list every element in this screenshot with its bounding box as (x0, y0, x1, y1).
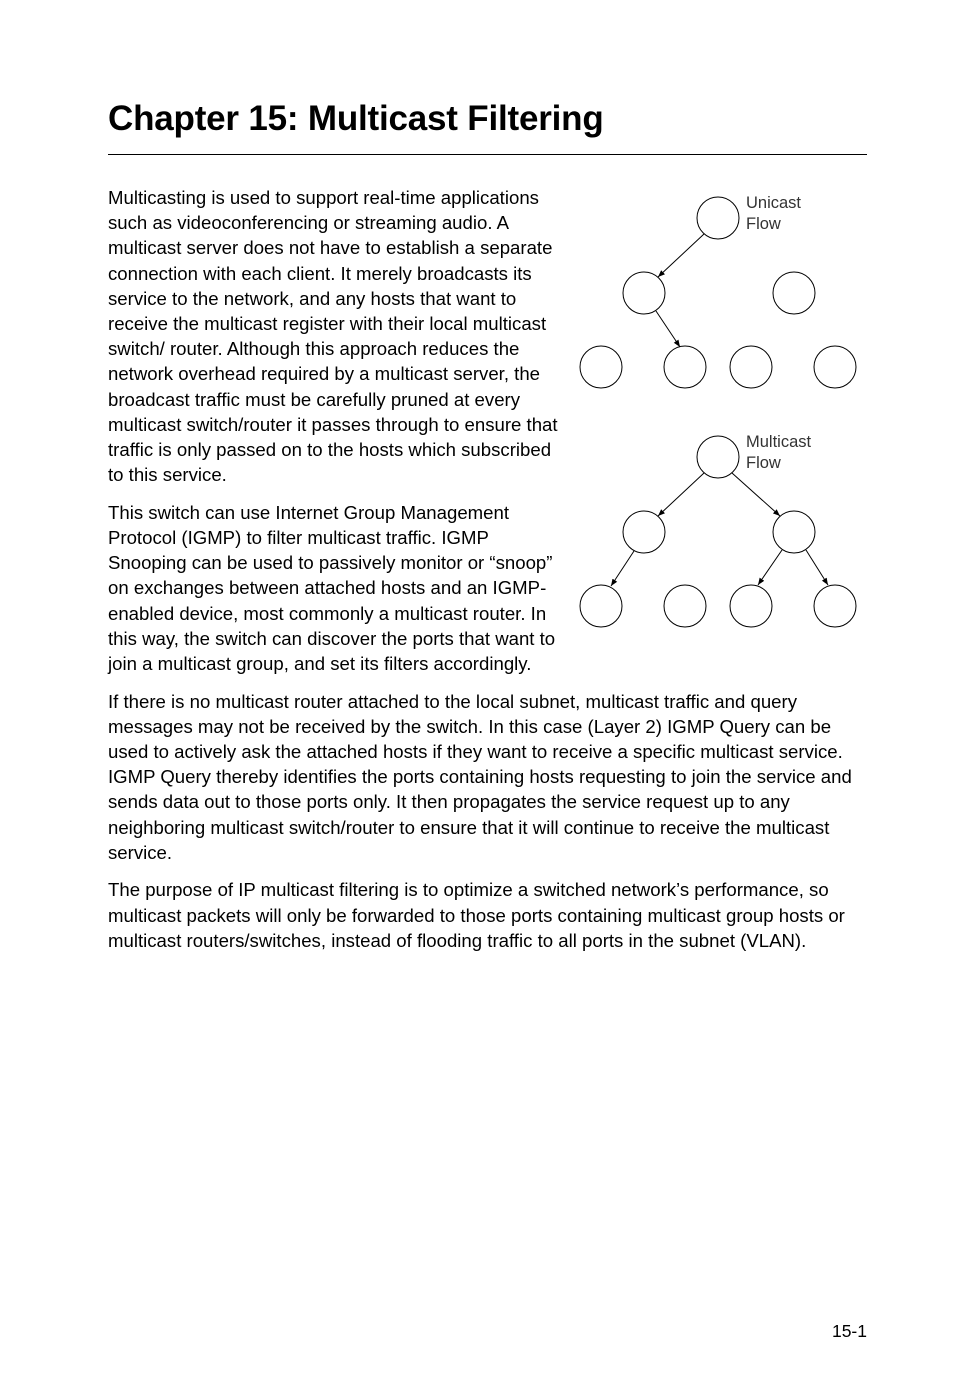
multicast-flow-label: Flow (746, 454, 781, 472)
body-paragraph: If there is no multicast router attached to the local subnet, multicast traffic and query messages may not be received by the switch. In this case (Layer 2) IGMP Query can be used to actively ask the attached hosts if they want to receive a specific multicast service. IGMP Query thereby identifies the ports containing hosts requesting to join the service and sends data out to those ports only. It then propagates the service request up to any neighboring multicast switch/router to ensure that it will continue to receive the multicast service. (108, 690, 852, 863)
unicast-flow-label: Unicast (746, 194, 802, 212)
unicast-flow-label: Flow (746, 215, 781, 233)
body-paragraph: The purpose of IP multicast filtering is to optimize a switched network’s performance, so multicast packets will only be forwarded to those ports containing multicast group hosts or multicast routers/switches, instead of flooding traffic to all ports in the subnet (VLAN). (108, 879, 845, 951)
chapter-title: Chapter 15: Multicast Filtering (108, 99, 604, 138)
body-paragraph: Multicasting is used to support real-time applications such as videoconferencing or streaming audio. A multicast server does not have to establish a separate connection with each client. It merely broadcasts its service to the network, and any hosts that want to receive the multicast register with their local multicast switch/ router. Although this approach reduces the network overhead required by a multicast server, the broadcast traffic must be carefully pruned at every multicast switch/router it passes through to ensure that traffic is only passed on to the hosts which subscribed to this service. (108, 187, 558, 486)
diagram-space (567, 185, 867, 635)
chapter-body (108, 185, 867, 965)
body-paragraph: This switch can use Internet Group Management Protocol (IGMP) to filter multicast traffic. IGMP Snooping can be used to passively monitor or “snoop” on exchanges between attached hosts and an IGMP-enabled device, most commonly a multicast router. In this way, the switch can discover the ports that want to join a multicast group, and set its filters accordingly. (108, 501, 556, 675)
multicast-flow-label: Multicast (746, 433, 812, 451)
page-number: 15-1 (831, 1321, 867, 1341)
title-divider (108, 154, 867, 155)
